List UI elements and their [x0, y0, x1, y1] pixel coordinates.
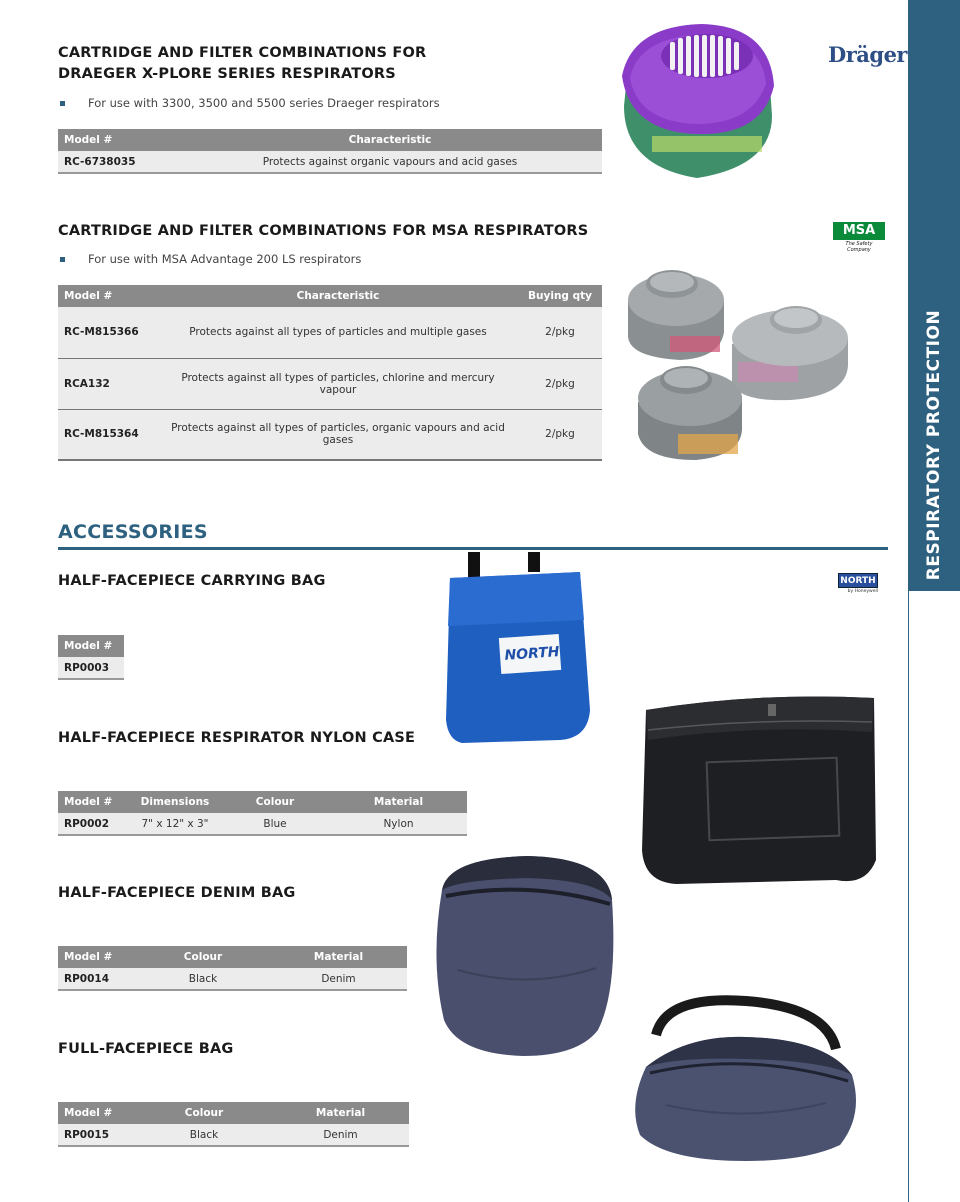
- cell-colour: Black: [136, 1124, 272, 1146]
- full-bag-title: FULL-FACEPIECE BAG: [58, 1041, 234, 1057]
- accessories-title: ACCESSORIES: [58, 521, 208, 543]
- table-row: [58, 151, 602, 173]
- msa-bullet-text: For use with MSA Advantage 200 LS respirators: [88, 252, 362, 266]
- denim-bag-table: [58, 946, 407, 991]
- table-header-row: [58, 946, 407, 968]
- draeger-logo: Dräger: [828, 42, 907, 67]
- table-header-row: [58, 1102, 409, 1124]
- header-material: Material: [330, 791, 467, 813]
- north-logo-mark: NORTH: [838, 573, 878, 588]
- north-logo: [838, 573, 878, 594]
- bullet-square-icon: [60, 101, 65, 106]
- full-bag-image: [626, 995, 866, 1165]
- bag-north-label: NORTH: [503, 644, 561, 664]
- cell-model: RC-M815364: [58, 409, 158, 460]
- msa-section-title: CARTRIDGE AND FILTER COMBINATIONS FOR MSA RESPIRATORS: [58, 223, 589, 239]
- draeger-title-line2: DRAEGER X-PLORE SERIES RESPIRATORS: [58, 66, 396, 82]
- header-model: Model #: [58, 635, 124, 657]
- draeger-bullet: [60, 96, 440, 110]
- cell-characteristic: Protects against organic vapours and acid gases: [178, 151, 602, 173]
- grey-cartridge-3: [638, 366, 742, 460]
- table-row: [58, 307, 602, 358]
- header-model: Model #: [58, 946, 136, 968]
- table-row: [58, 657, 124, 679]
- draeger-section-title: [58, 43, 426, 85]
- cell-material: Nylon: [330, 813, 467, 835]
- header-colour: Colour: [136, 946, 270, 968]
- draeger-bullet-text: For use with 3300, 3500 and 5500 series Draeger respirators: [88, 96, 440, 110]
- table-header-row: [58, 285, 602, 307]
- nylon-case-image: [636, 690, 881, 890]
- msa-table: [58, 285, 602, 461]
- header-model: Model #: [58, 791, 130, 813]
- side-tab-line: [908, 591, 909, 1202]
- cell-colour: Blue: [220, 813, 330, 835]
- header-characteristic: Characteristic: [158, 285, 518, 307]
- carrying-bag-image: [440, 550, 590, 745]
- cell-characteristic: Protects against all types of particles, organic vapours and acid gases: [158, 409, 518, 460]
- cell-qty: 2/pkg: [518, 358, 602, 409]
- cell-colour: Black: [136, 968, 270, 990]
- msa-logo-sub: The Safety Company: [845, 241, 873, 253]
- cell-characteristic: Protects against all types of particles and multiple gases: [158, 307, 518, 358]
- grey-cartridge-2: [732, 306, 848, 400]
- cell-model: RC-M815366: [58, 307, 158, 358]
- denim-bag-title: HALF-FACEPIECE DENIM BAG: [58, 885, 296, 901]
- header-material: Material: [272, 1102, 409, 1124]
- header-model: Model #: [58, 285, 158, 307]
- msa-cartridges-image: [620, 262, 860, 472]
- nylon-case-table: [58, 791, 467, 836]
- cell-model: RP0015: [58, 1124, 136, 1146]
- msa-logo-mark: MSA: [833, 222, 885, 240]
- cell-model: RC-6738035: [58, 151, 178, 173]
- draeger-table: [58, 129, 602, 174]
- table-header-row: [58, 635, 124, 657]
- cell-model: RCA132: [58, 358, 158, 409]
- table-row: [58, 968, 407, 990]
- carrying-bag-table: [58, 635, 124, 680]
- cell-material: Denim: [272, 1124, 409, 1146]
- denim-bag-image: [428, 850, 618, 1060]
- draeger-cartridge-image: [612, 16, 782, 186]
- bullet-square-icon: [60, 257, 65, 262]
- table-header-row: [58, 129, 602, 151]
- header-colour: Colour: [136, 1102, 272, 1124]
- header-colour: Colour: [220, 791, 330, 813]
- nylon-case-title: HALF-FACEPIECE RESPIRATOR NYLON CASE: [58, 730, 416, 746]
- header-characteristic: Characteristic: [178, 129, 602, 151]
- header-dimensions: Dimensions: [130, 791, 220, 813]
- table-row: [58, 409, 602, 460]
- table-row: [58, 1124, 409, 1146]
- cell-characteristic: Protects against all types of particles, chlorine and mercury vapour: [158, 358, 518, 409]
- header-model: Model #: [58, 129, 178, 151]
- cell-material: Denim: [270, 968, 407, 990]
- cell-model: RP0014: [58, 968, 136, 990]
- table-row: [58, 813, 467, 835]
- msa-logo: [833, 222, 885, 253]
- side-tab-label: RESPIRATORY PROTECTION: [924, 309, 944, 581]
- table-header-row: [58, 791, 467, 813]
- grey-cartridge-1: [628, 270, 724, 360]
- cell-model: RP0003: [58, 657, 124, 679]
- header-model: Model #: [58, 1102, 136, 1124]
- header-material: Material: [270, 946, 407, 968]
- draeger-title-line1: CARTRIDGE AND FILTER COMBINATIONS FOR: [58, 45, 427, 61]
- header-buying-qty: Buying qty: [518, 285, 602, 307]
- cell-qty: 2/pkg: [518, 307, 602, 358]
- table-row: [58, 358, 602, 409]
- msa-bullet: [60, 252, 361, 266]
- carrying-bag-title: HALF-FACEPIECE CARRYING BAG: [58, 573, 326, 589]
- full-bag-table: [58, 1102, 409, 1147]
- cell-qty: 2/pkg: [518, 409, 602, 460]
- north-logo-sub: by Honeywell: [847, 589, 878, 594]
- cell-model: RP0002: [58, 813, 130, 835]
- cell-dimensions: 7" x 12" x 3": [130, 813, 220, 835]
